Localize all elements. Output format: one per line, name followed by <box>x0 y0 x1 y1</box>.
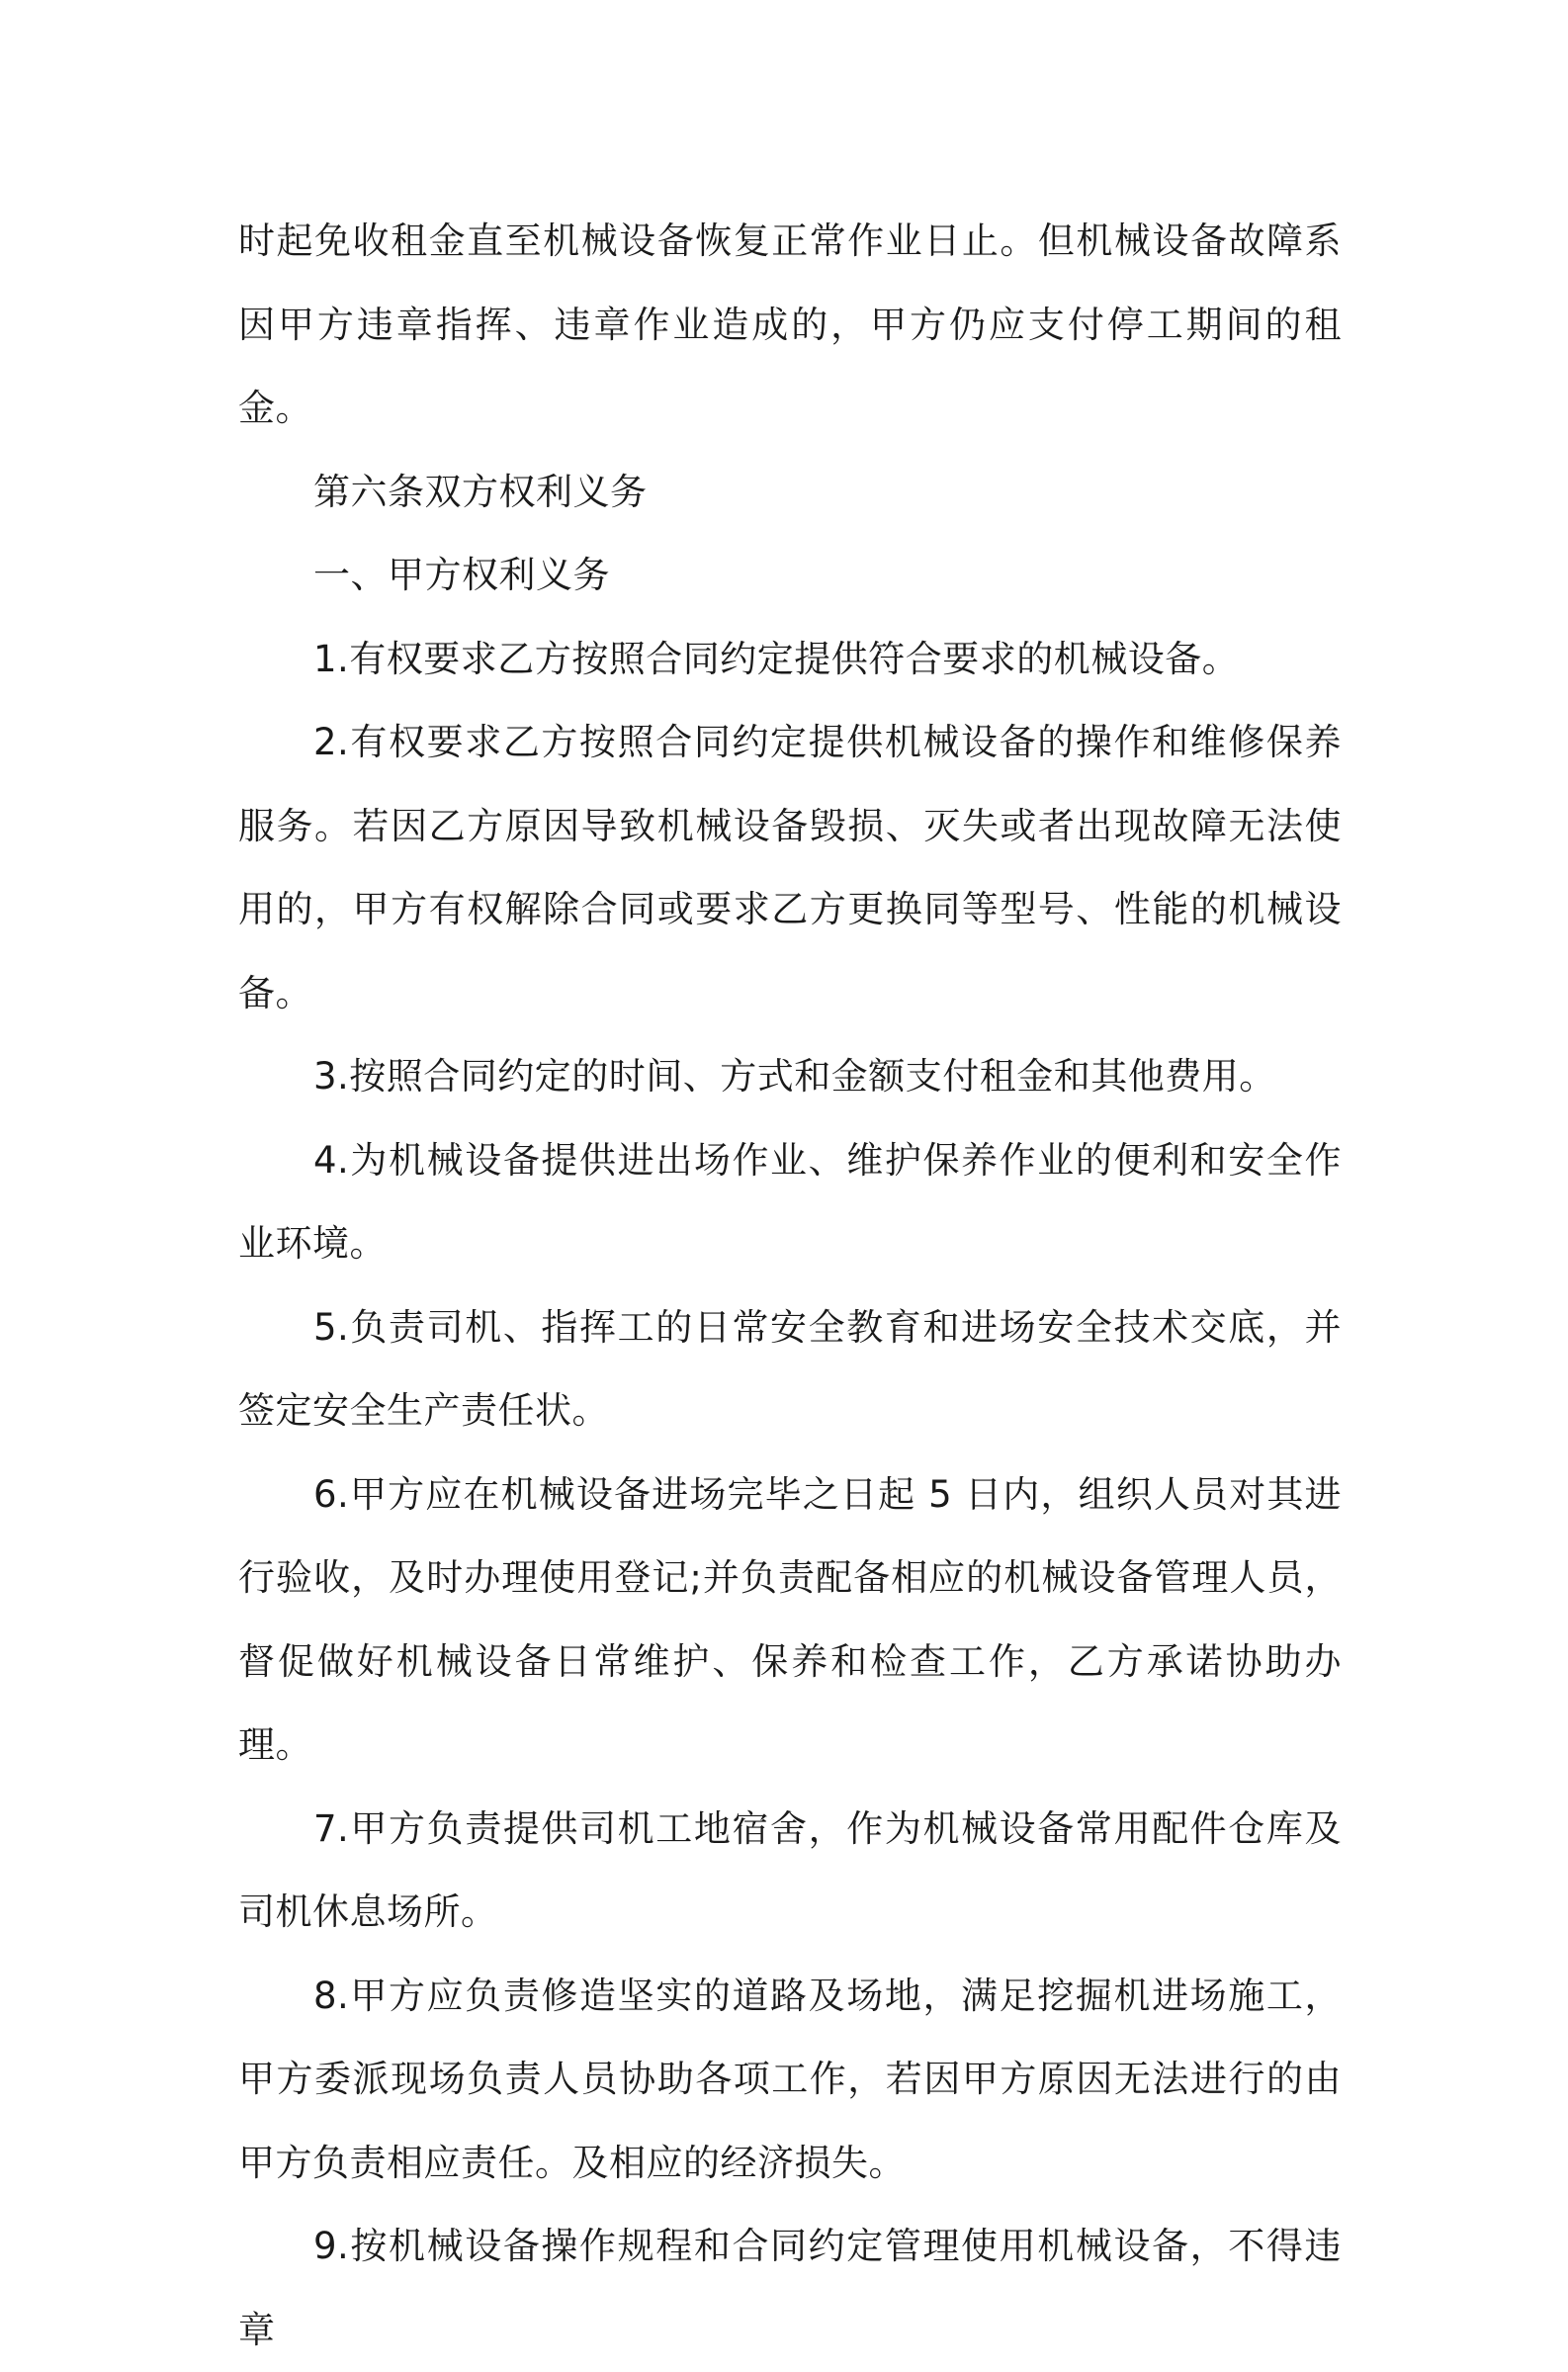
clause-item: 3.按照合同约定的时间、方式和金额支付租金和其他费用。 <box>313 1055 1276 1098</box>
clause-item: 7.甲方负责提供司机工地宿舍，作为机械设备常用配件仓库及司机休息场所。 <box>238 1806 1342 1933</box>
clause-item: 6.甲方应在机械设备进场完毕之日起 5 日内，组织人员对其进行验收，及时办理使用登记;并负责配备相应的机械设备管理人员，督促做好机械设备日常维护、保养和检查工作，乙方承诺协助办理。 <box>238 1472 1342 1766</box>
clause-item: 8.甲方应负责修造坚实的道路及场地，满足挖掘机进场施工，甲方委派现场负责人员协助各项工作，若因甲方原因无法进行的由甲方负责相应责任。及相应的经济损失。 <box>238 1974 1342 2184</box>
paragraph-continuation: 时起免收租金直至机械设备恢复正常作业日止。但机械设备故障系因甲方违章指挥、违章作业造成的，甲方仍应支付停工期间的租金。 <box>238 220 1342 429</box>
document-body <box>238 200 1342 2372</box>
clause-item: 1.有权要求乙方按照合同约定提供符合要求的机械设备。 <box>313 637 1240 680</box>
clause-item: 2.有权要求乙方按照合同约定提供机械设备的操作和维修保养服务。若因乙方原因导致机械设备毁损、灭失或者出现故障无法使用的，甲方有权解除合同或要求乙方更换同等型号、性能的机械设备。 <box>238 721 1342 1014</box>
article-heading: 第六条双方权利义务 <box>313 470 648 513</box>
clause-item: 9.按机械设备操作规程和合同约定管理使用机械设备，不得违章 <box>238 2225 1342 2351</box>
clause-item: 5.负责司机、指挥工的日常安全教育和进场安全技术交底，并签定安全生产责任状。 <box>238 1305 1342 1432</box>
clause-item: 4.为机械设备提供进出场作业、维护保养作业的便利和安全作业环境。 <box>238 1138 1342 1265</box>
section-heading: 一、甲方权利义务 <box>313 554 610 596</box>
